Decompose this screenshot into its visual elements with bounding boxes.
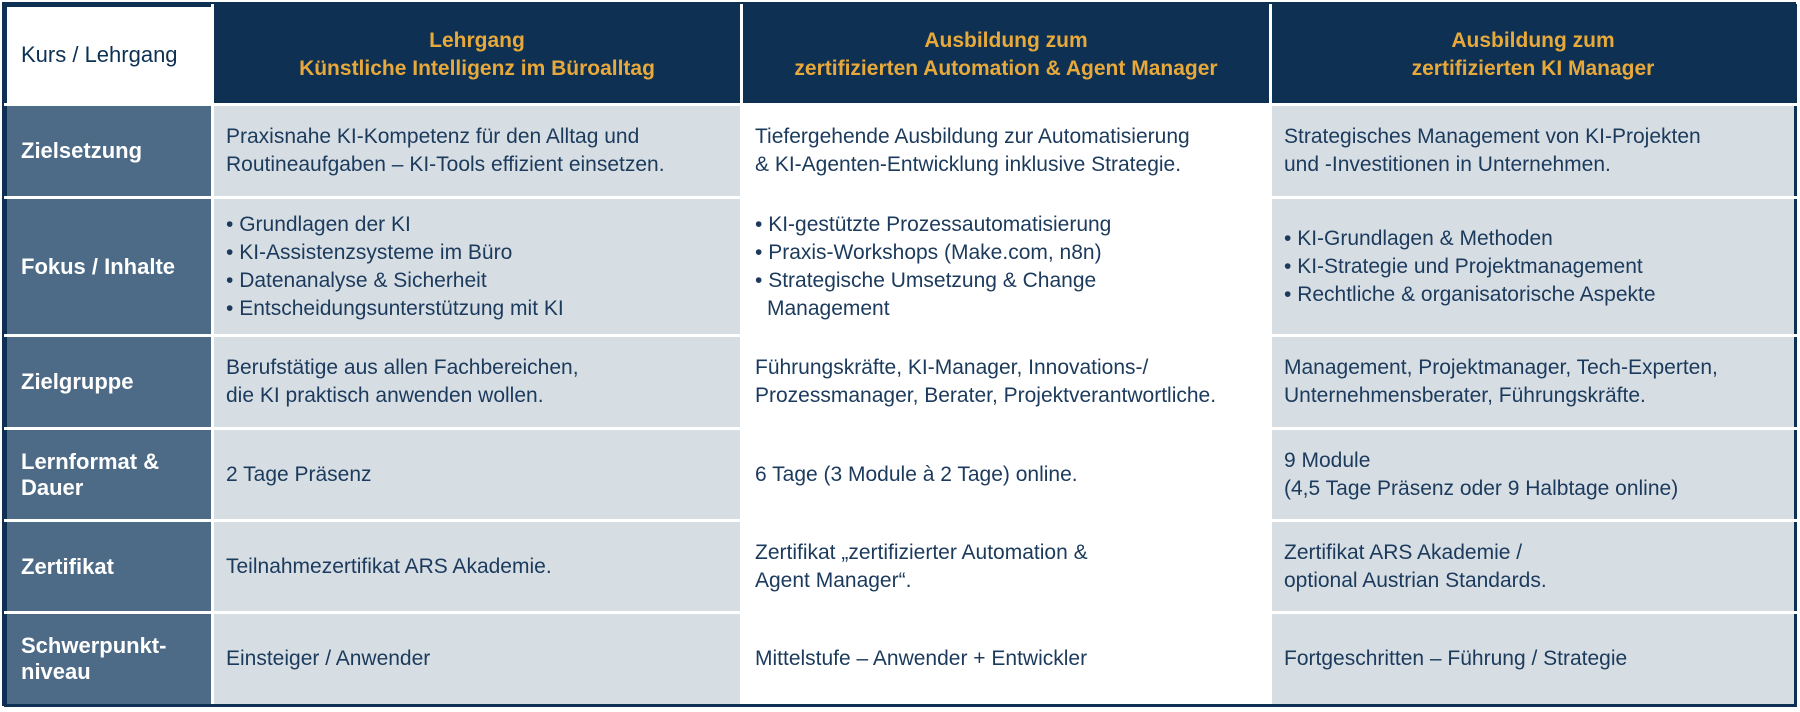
table-cell	[1271, 336, 1796, 429]
cell-line: Zertifikat ARS Akademie /	[1284, 540, 1523, 564]
course-header-3	[1271, 6, 1796, 105]
course-header-1-line2: Künstliche Intelligenz im Büroalltag	[299, 57, 655, 80]
row-header-line: Schwerpunkt-	[21, 633, 167, 658]
table-cell	[213, 105, 742, 198]
row-header-line: Zielgruppe	[21, 369, 134, 394]
row-header-line: Zielsetzung	[21, 138, 143, 163]
row-header-line: Fokus / Inhalte	[21, 253, 176, 279]
course-header-3-line1: Ausbildung zum	[1451, 29, 1615, 52]
cell-line: 6 Tage (3 Module à 2 Tage) online.	[755, 462, 1078, 486]
row-header-schwerpunktniveau	[6, 613, 213, 706]
table-cell	[742, 336, 1271, 429]
table-row	[6, 105, 1796, 198]
course-header-1	[213, 6, 742, 105]
table-cell	[742, 198, 1271, 336]
cell-line: Unternehmensberater, Führungskräfte.	[1284, 384, 1646, 407]
cell-line: Zertifikat „zertifizierter Automation &	[755, 540, 1088, 564]
bullet-continuation: Management	[767, 296, 890, 320]
table-cell	[1271, 521, 1796, 613]
cell-line: Routineaufgaben – KI-Tools effizient einsetzen.	[226, 153, 665, 176]
cell-line: 9 Module	[1284, 448, 1371, 472]
cell-line: Praxisnahe KI-Kompetenz für den Alltag und	[226, 125, 640, 148]
bullet-item: • Grundlagen der KI	[226, 211, 732, 239]
cell-line: Teilnahmezertifikat ARS Akademie.	[226, 554, 552, 578]
bullet-item: • KI-Strategie und Projektmanagement	[1284, 253, 1786, 281]
row-header-lernformat-dauer	[6, 429, 213, 521]
cell-line: Tiefergehende Ausbildung zur Automatisierung	[755, 125, 1190, 148]
cell-line: die KI praktisch anwenden wollen.	[226, 384, 544, 407]
table-cell	[1271, 105, 1796, 198]
table-cell	[742, 521, 1271, 613]
table-cell	[213, 521, 742, 613]
cell-line: (4,5 Tage Präsenz oder 9 Halbtage online)	[1284, 476, 1679, 500]
comparison-table-frame	[2, 2, 1796, 706]
row-header-zertifikat	[6, 521, 213, 613]
course-comparison-table	[4, 4, 1797, 707]
table-cell	[213, 336, 742, 429]
table-cell	[742, 613, 1271, 706]
row-header-line: Dauer	[21, 474, 84, 500]
row-header-zielsetzung	[6, 105, 213, 198]
bullet-item: • Strategische Umsetzung & Change	[755, 267, 1261, 295]
corner-label: Kurs / Lehrgang	[6, 6, 213, 105]
header-row	[6, 6, 1796, 105]
cell-line: Einsteiger / Anwender	[226, 647, 431, 670]
cell-line: 2 Tage Präsenz	[226, 462, 372, 486]
row-header-line: niveau	[21, 659, 91, 684]
cell-line: Strategisches Management von KI-Projekten	[1284, 125, 1701, 148]
bullet-item: • Praxis-Workshops (Make.com, n8n)	[755, 239, 1261, 267]
table-row	[6, 521, 1796, 613]
cell-line: Prozessmanager, Berater, Projektverantwortliche.	[755, 384, 1217, 407]
cell-line: Mittelstufe – Anwender + Entwickler	[755, 647, 1088, 670]
course-header-3-line2: zertifizierten KI Manager	[1411, 57, 1655, 80]
bullet-item: • Datenanalyse & Sicherheit	[226, 267, 732, 295]
cell-line: Agent Manager“.	[755, 568, 912, 592]
row-header-zielgruppe	[6, 336, 213, 429]
table-cell	[742, 105, 1271, 198]
table-cell	[742, 429, 1271, 521]
cell-line: Fortgeschritten – Führung / Strategie	[1284, 647, 1628, 670]
row-header-line: Zertifikat	[21, 553, 114, 579]
course-header-1-line1: Lehrgang	[429, 29, 525, 52]
table-cell	[213, 613, 742, 706]
course-header-2-line1: Ausbildung zum	[924, 29, 1088, 52]
table-row	[6, 198, 1796, 336]
table-row	[6, 336, 1796, 429]
table-cell	[213, 429, 742, 521]
course-header-2-line2: zertifizierten Automation & Agent Manager	[794, 57, 1218, 80]
cell-line: & KI-Agenten-Entwicklung inklusive Strategie.	[755, 153, 1182, 176]
table-cell	[1271, 198, 1796, 336]
bullet-item: • KI-gestützte Prozessautomatisierung	[755, 211, 1261, 239]
bullet-item: • KI-Grundlagen & Methoden	[1284, 225, 1786, 253]
cell-line: Führungskräfte, KI-Manager, Innovations-/	[755, 356, 1149, 379]
bullet-item: • Rechtliche & organisatorische Aspekte	[1284, 281, 1786, 309]
course-header-2	[742, 6, 1271, 105]
table-cell	[1271, 429, 1796, 521]
cell-line: optional Austrian Standards.	[1284, 568, 1547, 592]
cell-line: Berufstätige aus allen Fachbereichen,	[226, 356, 579, 379]
table-cell	[1271, 613, 1796, 706]
cell-line: Management, Projektmanager, Tech-Experten,	[1284, 356, 1718, 379]
bullet-item: • KI-Assistenzsysteme im Büro	[226, 239, 732, 267]
bullet-item: • Entscheidungsunterstützung mit KI	[226, 295, 732, 323]
row-header-fokus-inhalte	[6, 198, 213, 336]
table-cell	[213, 198, 742, 336]
table-row	[6, 613, 1796, 706]
table-row	[6, 429, 1796, 521]
row-header-line: Lernformat &	[21, 448, 160, 474]
cell-line: und -Investitionen in Unternehmen.	[1284, 153, 1611, 176]
